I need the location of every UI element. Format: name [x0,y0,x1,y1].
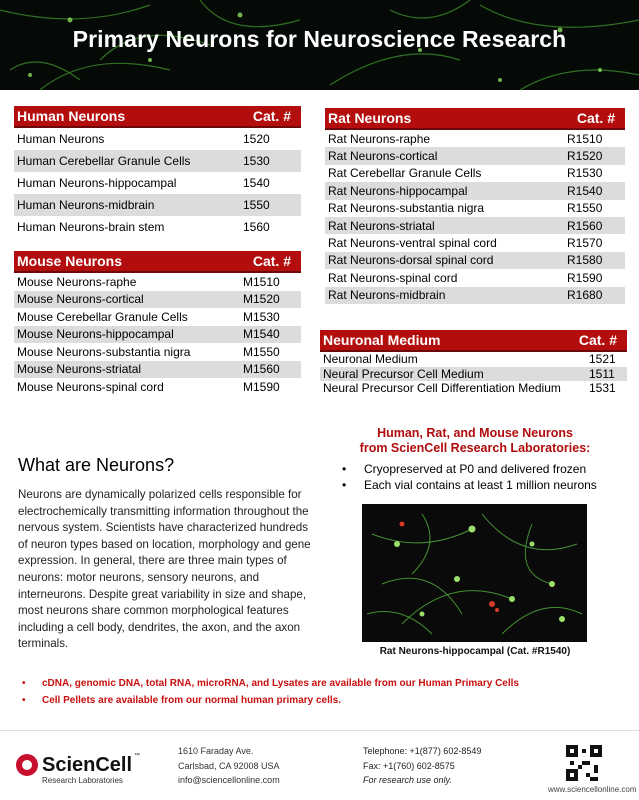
human-neurons-table [14,106,301,238]
row-cat: 1521 [589,352,616,367]
company-address [178,744,280,788]
logo-trademark: ™ [134,753,140,759]
table-row [325,130,625,147]
table-row [14,326,301,344]
page-title: Primary Neurons for Neuroscience Research [72,26,567,52]
table-row [325,147,625,164]
fax-text: Fax: +1(760) 602-8575 [363,760,455,771]
table-row [325,252,625,269]
cat-header: Cat. # [252,253,291,269]
row-cat: M1530 [243,309,280,324]
table-row [320,381,627,396]
table-row [14,343,301,361]
neuronal-medium-table [320,330,627,396]
table-header [320,330,627,352]
neuron-micrograph [362,504,587,642]
row-name: Neural Precursor Cell Medium [323,366,484,381]
row-cat: M1550 [243,344,280,359]
email-link[interactable]: info@sciencellonline.com [178,775,280,785]
row-name: Mouse Neurons-striatal [17,362,142,377]
table-header [14,106,301,128]
table-row [320,367,627,382]
row-name: Rat Neurons-dorsal spinal cord [328,253,494,268]
section-title: What are Neurons? [18,455,175,475]
row-cat: 1531 [589,381,616,396]
row-name: Rat Cerebellar Granule Cells [328,166,482,181]
row-name: Mouse Neurons-substantia nigra [17,344,191,359]
row-name: Human Neurons-hippocampal [17,176,177,190]
row-cat: M1540 [243,327,280,342]
row-name: Rat Neurons-ventral spinal cord [328,236,497,251]
table-body [14,273,301,396]
table-row [14,216,301,238]
row-cat: 1520 [243,132,270,146]
row-cat: 1530 [243,154,270,168]
table-row [14,291,301,309]
promo-title-line: Human, Rat, and Mouse Neurons [377,426,573,440]
table-row [325,269,625,286]
promo-title-line: from ScienCell Research Laboratories: [359,441,591,455]
row-cat: R1540 [567,183,603,198]
row-name: Rat Neurons-spinal cord [328,270,458,285]
qr-code-icon [566,745,602,781]
table-row [14,150,301,172]
table-row [320,352,627,367]
table-row [325,182,625,199]
logo-name: ScienCell [42,754,133,776]
address-line: Carlsbad, CA 92008 USA [178,760,280,771]
row-name: Rat Neurons-hippocampal [328,183,468,198]
row-cat: R1550 [567,201,603,216]
row-cat: R1580 [567,253,603,268]
table-row [14,361,301,379]
row-name: Human Cerebellar Granule Cells [17,154,191,168]
promo-bullets [340,461,630,493]
table-row [325,234,625,251]
row-cat: R1530 [567,166,603,181]
list-item: • Cell Pellets are available from our normal human primary cells. [20,692,519,709]
row-cat: R1570 [567,236,603,251]
table-title: Mouse Neurons [17,253,123,269]
row-name: Mouse Neurons-spinal cord [17,379,164,394]
row-name: Rat Neurons-cortical [328,149,438,164]
table-row [325,200,625,217]
row-cat: R1560 [567,218,603,233]
about-paragraph: Neurons are dynamically polarized cells responsible for electrochemically transmitting information throughout the nervous system. Scientists have characterized hundreds of neuron types based on location, morphology and gene expression. In general, there are three main types of neurons: motor neurons, sensory neurons, and interneurons. Despite great variability in size and shape, most neurons share common morphological features including a cell body, dendrites, the axon, and the axon terminals. [18,488,311,651]
table-body [325,130,625,304]
row-cat: R1510 [567,131,603,146]
row-name: Neuronal Medium [323,352,418,367]
table-body [14,128,301,238]
table-row [14,172,301,194]
row-name: Mouse Neurons-raphe [17,274,137,289]
table-row [14,273,301,291]
table-row [14,308,301,326]
cat-header: Cat. # [578,332,617,348]
row-name: Mouse Neurons-hippocampal [17,327,174,342]
row-cat: R1680 [567,288,603,303]
table-row [14,378,301,396]
availability-notes [20,675,519,709]
research-use-note: For research use only. [363,775,452,785]
row-name: Human Neurons-brain stem [17,220,165,234]
website-link[interactable]: www.sciencellonline.com [548,785,637,794]
row-name: Rat Neurons-midbrain [328,288,446,303]
row-cat: R1520 [567,149,603,164]
company-contact [363,744,481,788]
row-cat: 1540 [243,176,270,190]
row-name: Rat Neurons-raphe [328,131,431,146]
row-cat: M1560 [243,362,280,377]
row-cat: 1550 [243,198,270,212]
list-item: • Each vial contains at least 1 million neurons [340,477,630,493]
table-body [320,352,627,396]
row-name: Human Neurons [17,132,105,146]
cat-header: Cat. # [576,110,615,126]
table-header [14,251,301,273]
row-name: Rat Neurons-striatal [328,218,435,233]
row-cat: M1520 [243,292,280,307]
address-line: 1610 Faraday Ave. [178,746,254,756]
row-cat: M1590 [243,379,280,394]
list-item: • cDNA, genomic DNA, total RNA, microRNA, and Lysates are available from our Human Primary Cells [20,675,519,692]
row-cat: 1511 [589,366,615,381]
footer-divider [0,730,639,731]
promo-title [330,426,620,456]
row-cat: R1590 [567,270,603,285]
row-name: Neural Precursor Cell Differentiation Medium [323,381,561,396]
logo-icon [14,745,144,790]
table-row [325,287,625,304]
table-row [14,128,301,150]
image-caption: Rat Neurons-hippocampal (Cat. #R1540) [379,646,571,657]
table-row [14,194,301,216]
row-cat: M1510 [243,274,280,289]
row-name: Human Neurons-midbrain [17,198,155,212]
table-row [325,165,625,182]
row-cat: 1560 [243,220,270,234]
row-name: Mouse Cerebellar Granule Cells [17,309,188,324]
rat-neurons-table [325,108,625,304]
table-title: Rat Neurons [328,110,412,126]
row-name: Mouse Neurons-cortical [17,292,144,307]
header-banner [0,0,639,90]
table-title: Human Neurons [17,108,126,124]
telephone-text: Telephone: +1(877) 602-8549 [363,746,482,756]
table-header [325,108,625,130]
sciencell-logo [14,745,144,790]
logo-subtitle: Research Laboratories [42,776,123,785]
cat-header: Cat. # [252,108,291,124]
table-row [325,217,625,234]
table-title: Neuronal Medium [323,332,441,348]
micrograph-image [362,504,587,642]
row-name: Rat Neurons-substantia nigra [328,201,485,216]
mouse-neurons-table [14,251,301,396]
list-item: • Cryopreserved at P0 and delivered frozen [340,461,630,477]
